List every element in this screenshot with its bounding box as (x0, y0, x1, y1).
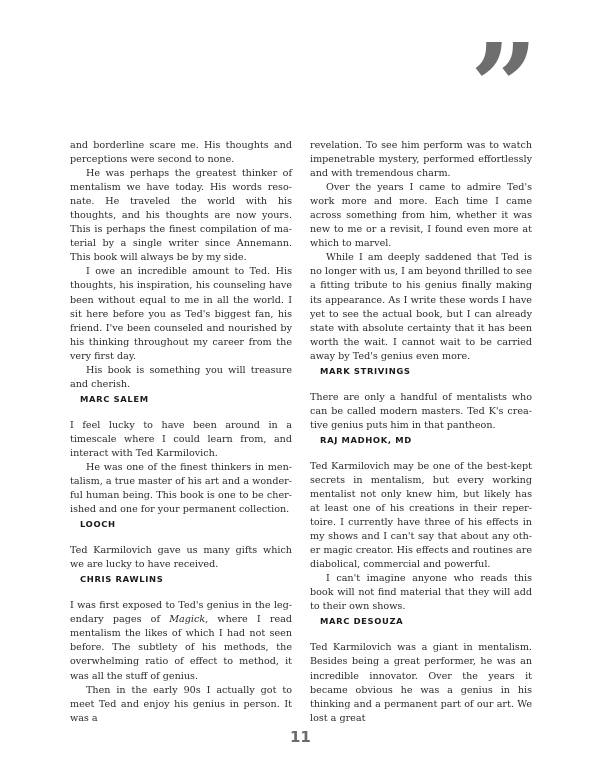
text: , where I read mentalism the likes of which I had not seen before. The subtlety of his methods, the overwhelming ratio of effect to method, it was all the stuff of genius. (70, 614, 292, 682)
testimonial-author: LOOCH (80, 520, 116, 530)
paragraph: He was perhaps the greatest thinker of mentalism we have today. His words resonate. He traveled the world with his thoughts, and his thoughts are now yours. This is perhaps the finest compilation of material by a single writer since Annemann. This book will always be by my side. (70, 168, 292, 264)
paragraph: I feel lucky to have been around in a timescale where I could learn from, and interact with Ted Karmilovich. (70, 419, 292, 459)
testimonial-author: MARC DESOUZA (320, 617, 404, 627)
page-number: 11 (290, 728, 311, 746)
paragraph (70, 599, 292, 683)
paragraph: I owe an incredible amount to Ted. His thoughts, his inspiration, his counseling have been without equal to me in all the world. I sit here before you as Ted's biggest fan, his friend. I've been counseled and nourished by his thinking throughout my career from the very first day. (70, 266, 292, 362)
paragraph: While I am deeply saddened that Ted is no longer with us, I am beyond thrilled to see a fitting tribute to his genius finally making its appearance. As I write these words I have yet to see the actual book, but I can already state with absolute certainty that it has been worth the wait. I cannot wait to be carried away by Ted's genius even more. (310, 252, 532, 362)
paragraph: revelation. To see him perform was to watch impenetrable mystery, performed effortlessly and with tremendous charm. (310, 140, 532, 180)
book-title: Magick (169, 614, 206, 626)
closing-quote-icon: ” (470, 17, 532, 156)
testimonial-author: MARC SALEM (80, 394, 149, 404)
right-column (310, 139, 532, 726)
paragraph: He was one of the finest thinkers in mentalism, a true master of his art and a wonderful human being. This book is one to be cherished and one for your permanent collection. (70, 461, 292, 516)
left-column (70, 139, 292, 726)
paragraph: Ted Karmilovich may be one of the best-kept secrets in mentalism, but every working mentalist not only knew him, but likely has at least one of his creations in their repertoire. I currently have three of his effects in my shows and I can't say that about any other magic creator. His effects and routines are diabolical, commercial and powerful. (310, 460, 532, 571)
testimonial-author: RAJ MADHOK, MD (320, 435, 412, 445)
paragraph: His book is something you will treasure and cherish. (70, 364, 292, 390)
paragraph: Ted Karmilovich gave us many gifts which we are lucky to have received. (70, 545, 292, 571)
paragraph: Over the years I came to admire Ted's work more and more. Each time I came across something from him, whether it was new to me or a revisit, I found even more at which to marvel. (310, 182, 532, 250)
paragraph: Ted Karmilovich was a giant in mentalism. Besides being a great performer, he was an incredible innovator. Over the years it became obvious he was a genius in his thinking and a permanent part of our art. We lost a great (310, 642, 532, 724)
paragraph: There are only a handful of mentalists who can be called modern masters. Ted K's creative genius puts him in that pantheon. (310, 391, 532, 431)
paragraph: I can't imagine anyone who reads this book will not find material that they will add to their own shows. (310, 573, 532, 613)
testimonial-author: MARK STRIVINGS (320, 366, 411, 376)
paragraph: Then in the early 90s I actually got to meet Ted and enjoy his genius in person. It was a (70, 684, 292, 724)
paragraph: and borderline scare me. His thoughts and perceptions were second to none. (70, 140, 292, 166)
testimonial-author: CHRIS RAWLINS (80, 575, 164, 585)
text: I was first exposed to Ted's genius in the legendary pages of (70, 600, 292, 626)
